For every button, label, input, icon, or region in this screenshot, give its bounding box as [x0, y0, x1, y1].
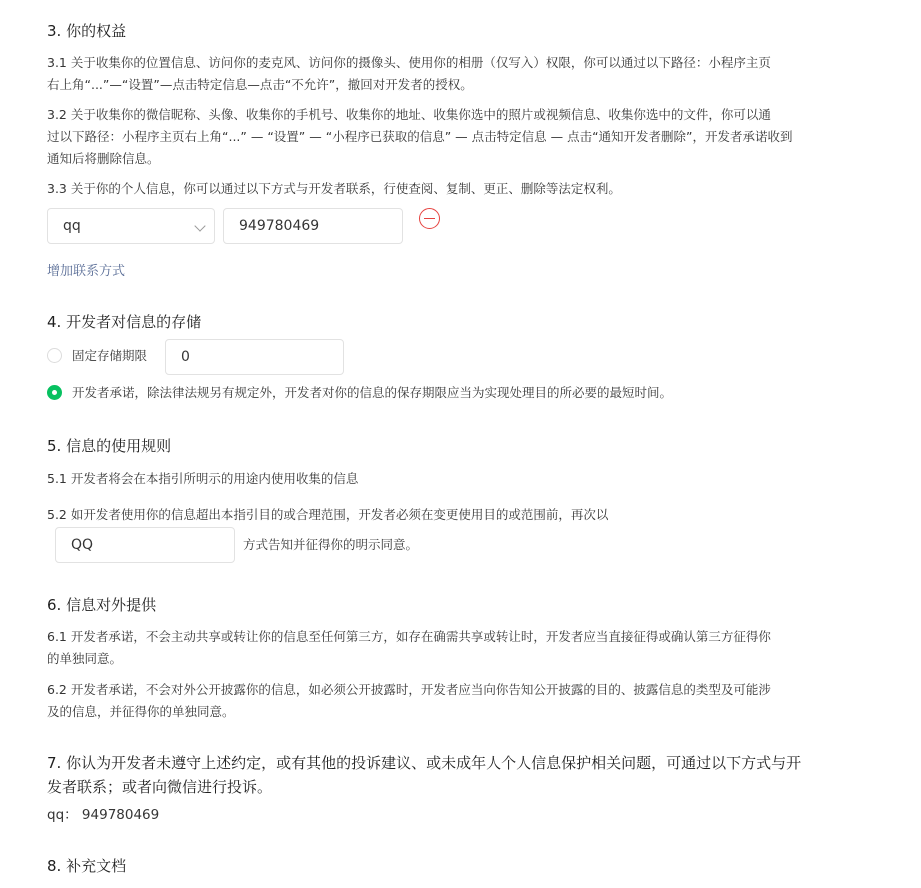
section-5-title: 5. 信息的使用规则 — [47, 437, 172, 455]
section-7-title-line-2: 发者联系；或者向微信进行投诉。 — [47, 778, 273, 796]
section-7-title-line-1: 7. 你认为开发者未遵守上述约定，或有其他的投诉建议、或未成年人个人信息保护相关问题，可通过以下方式与开 — [47, 754, 802, 772]
section-6-1-line-1: 6.1 开发者承诺，不会主动共享或转让你的信息至任何第三方，如存在确需共享或转让时，开发者应当直接征得或确认第三方征得你 — [47, 629, 771, 644]
contact-type-select[interactable] — [47, 208, 215, 244]
storage-period-input[interactable]: 0 — [165, 339, 344, 375]
section-6-title: 6. 信息对外提供 — [47, 596, 157, 614]
section-3-title: 3. 你的权益 — [47, 22, 127, 40]
section-3-2-line-2: 过以下路径：小程序主页右上角“...” — “设置” — “小程序已获取的信息” — 点击特定信息 — 点击“通知开发者删除”，开发者承诺收到 — [47, 129, 793, 144]
section-5-2-tail: 方式告知并征得你的明示同意。 — [243, 537, 419, 552]
section-6-2-line-2: 及的信息，并征得你的单独同意。 — [47, 704, 235, 719]
add-contact-link[interactable]: 增加联系方式 — [47, 264, 126, 279]
section-5-2-text: 5.2 如开发者使用你的信息超出本指引目的或合理范围，开发者必须在变更使用目的或范围前，再次以 — [47, 507, 609, 522]
section-3-2-line-1: 3.2 关于收集你的微信昵称、头像、收集你的手机号、收集你的地址、收集你选中的照片或视频信息、收集你选中的文件，你可以通 — [47, 107, 771, 122]
section-4-title: 4. 开发者对信息的存储 — [47, 313, 202, 331]
section-3-2-line-3: 通知后将删除信息。 — [47, 151, 160, 166]
storage-minimum-radio[interactable] — [47, 385, 62, 400]
section-3-3-text: 3.3 关于你的个人信息，你可以通过以下方式与开发者联系，行使查阅、复制、更正、删除等法定权利。 — [47, 181, 621, 196]
section-6-2-line-1: 6.2 开发者承诺，不会对外公开披露你的信息，如必须公开披露时，开发者应当向你告知公开披露的目的、披露信息的类型及可能涉 — [47, 682, 771, 697]
storage-minimum-label: 开发者承诺，除法律法规另有规定外，开发者对你的信息的保存期限应当为实现处理目的所必要的最短时间。 — [72, 385, 673, 400]
storage-fixed-radio[interactable] — [47, 348, 62, 363]
chevron-down-icon — [194, 220, 205, 231]
contact-type-value: qq — [63, 218, 81, 234]
section-6-1-line-2: 的单独同意。 — [47, 651, 123, 666]
section-3-1-line-1: 3.1 关于收集你的位置信息、访问你的麦克风、访问你的摄像头、使用你的相册（仅写入）权限，你可以通过以下路径：小程序主页 — [47, 55, 771, 70]
section-5-1-text: 5.1 开发者将会在本指引所明示的用途内使用收集的信息 — [47, 471, 359, 486]
contact-value-input[interactable]: 949780469 — [223, 208, 403, 244]
notify-method-input[interactable]: QQ — [55, 527, 235, 563]
section-7-contact: qq： 949780469 — [47, 807, 160, 823]
section-3-1-line-2: 右上角“...”—“设置”—点击特定信息—点击“不允许”，撤回对开发者的授权。 — [47, 77, 473, 92]
remove-contact-icon[interactable] — [419, 208, 440, 229]
storage-fixed-label: 固定存储期限 — [72, 348, 148, 363]
section-8-title: 8. 补充文档 — [47, 857, 127, 875]
